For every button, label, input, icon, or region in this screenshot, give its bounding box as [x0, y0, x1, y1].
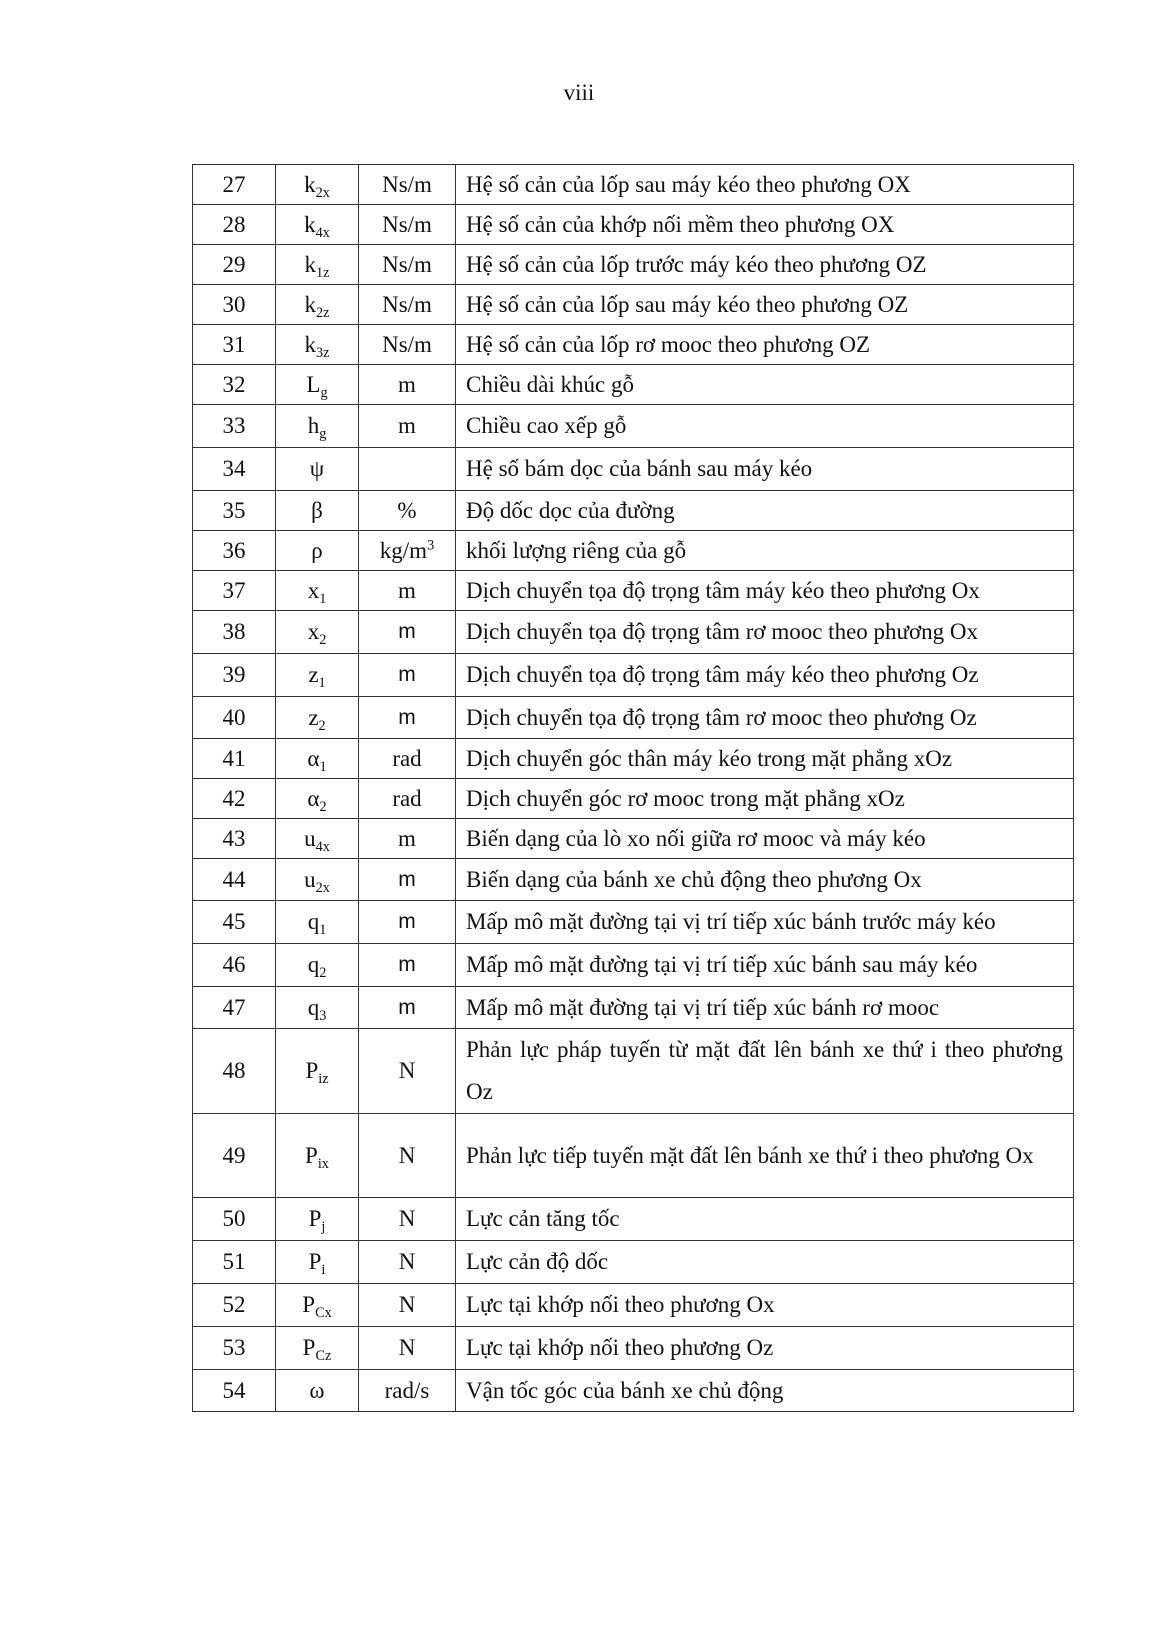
row-unit [359, 325, 456, 365]
symbols-table-body [193, 165, 1074, 1412]
row-description: Phản lực pháp tuyến từ mặt đất lên bánh xe thứ i theo phương Oz [456, 1029, 1074, 1114]
row-description: Lực cản độ dốc [456, 1241, 1074, 1284]
symbol-subscript: iz [318, 1070, 329, 1087]
row-symbol [276, 859, 359, 901]
row-symbol [276, 531, 359, 571]
row-symbol [276, 285, 359, 325]
row-unit [359, 245, 456, 285]
symbol-subscript: 1z [316, 264, 330, 281]
unit-text: rad/s [384, 1377, 430, 1403]
row-description: Dịch chuyển tọa độ trọng tâm máy kéo theo phương Oz [456, 654, 1074, 697]
symbol-base: α [307, 745, 320, 771]
symbol-subscript: Cz [315, 1347, 332, 1364]
row-description: Chiều cao xếp gỗ [456, 405, 1074, 448]
row-number: 42 [193, 779, 276, 819]
symbol-base: x [307, 577, 320, 603]
table-row [193, 944, 1074, 987]
row-number: 49 [193, 1114, 276, 1198]
row-description: Phản lực tiếp tuyến mặt đất lên bánh xe thứ i theo phương Ox [456, 1114, 1074, 1198]
row-description: Dịch chuyển tọa độ trọng tâm rơ mooc theo phương Ox [456, 611, 1074, 654]
unit-text: m [398, 577, 416, 603]
row-unit [359, 654, 456, 697]
symbol-base: u [304, 866, 316, 892]
row-number: 53 [193, 1327, 276, 1370]
symbol-subscript: 2 [319, 631, 327, 648]
row-unit [359, 491, 456, 531]
row-symbol [276, 365, 359, 405]
symbol-base: ψ [309, 456, 325, 481]
row-description: Mấp mô mặt đường tại vị trí tiếp xúc bánh rơ mooc [456, 987, 1074, 1029]
symbol-base: h [307, 413, 320, 438]
unit-text: m [398, 825, 416, 851]
row-symbol [276, 611, 359, 654]
row-symbol [276, 739, 359, 779]
unit-text: Ns/m [382, 251, 432, 277]
row-number: 30 [193, 285, 276, 325]
row-unit [359, 739, 456, 779]
symbol-base: x [307, 619, 320, 644]
row-number: 48 [193, 1029, 276, 1114]
row-unit [359, 779, 456, 819]
table-row [193, 1327, 1074, 1370]
symbol-subscript: 1 [318, 674, 326, 691]
symbol-base: z [308, 704, 319, 730]
table-row [193, 205, 1074, 245]
row-symbol [276, 1029, 359, 1114]
row-number: 52 [193, 1284, 276, 1327]
row-unit [359, 611, 456, 654]
table-row [193, 325, 1074, 365]
unit-superscript: 3 [427, 536, 435, 553]
table-row [193, 611, 1074, 654]
row-symbol [276, 1241, 359, 1284]
row-number: 39 [193, 654, 276, 697]
row-symbol [276, 1198, 359, 1241]
row-unit [359, 285, 456, 325]
symbol-subscript: Cx [315, 1304, 332, 1321]
row-description: Mấp mô mặt đường tại vị trí tiếp xúc bánh sau máy kéo [456, 944, 1074, 987]
row-unit [359, 1241, 456, 1284]
symbol-base: P [305, 1058, 319, 1083]
row-symbol [276, 205, 359, 245]
row-symbol [276, 245, 359, 285]
symbols-table [192, 164, 1074, 1412]
row-unit [359, 165, 456, 205]
row-unit [359, 1029, 456, 1114]
row-description: Biến dạng của bánh xe chủ động theo phương Ox [456, 859, 1074, 901]
row-number: 33 [193, 405, 276, 448]
unit-text: kg/m [379, 537, 428, 563]
symbol-subscript: 2z [316, 304, 330, 321]
row-symbol [276, 944, 359, 987]
row-unit [359, 531, 456, 571]
unit-text: Ns/m [382, 291, 432, 317]
row-symbol [276, 448, 359, 491]
row-number: 38 [193, 611, 276, 654]
row-number: 29 [193, 245, 276, 285]
row-number: 35 [193, 491, 276, 531]
row-description: Dịch chuyển góc rơ mooc trong mặt phẳng xOz [456, 779, 1074, 819]
row-number: 31 [193, 325, 276, 365]
unit-text: m [398, 371, 416, 397]
symbol-subscript: g [319, 425, 327, 442]
symbol-base: q [307, 994, 320, 1020]
row-symbol [276, 405, 359, 448]
row-symbol [276, 654, 359, 697]
symbol-subscript: 2 [319, 798, 327, 815]
row-number: 40 [193, 697, 276, 739]
unit-text: m [398, 995, 416, 1019]
row-unit [359, 819, 456, 859]
symbol-base: k [304, 251, 317, 277]
row-symbol [276, 987, 359, 1029]
row-number: 46 [193, 944, 276, 987]
unit-text: rad [392, 785, 422, 811]
table-row [193, 405, 1074, 448]
row-description: Hệ số cản của lốp trước máy kéo theo phương OZ [456, 245, 1074, 285]
symbol-base: P [302, 1292, 316, 1317]
row-description: Hệ số bám dọc của bánh sau máy kéo [456, 448, 1074, 491]
table-row [193, 531, 1074, 571]
symbol-base: L [306, 371, 321, 397]
symbol-base: β [311, 497, 323, 523]
row-description: Lực cản tăng tốc [456, 1198, 1074, 1241]
unit-text: N [398, 1249, 416, 1274]
row-unit [359, 901, 456, 944]
table-row [193, 1198, 1074, 1241]
row-unit [359, 1284, 456, 1327]
table-row [193, 859, 1074, 901]
row-description: Chiều dài khúc gỗ [456, 365, 1074, 405]
row-description: Độ dốc dọc của đường [456, 491, 1074, 531]
unit-text: Ns/m [382, 171, 432, 197]
unit-text: m [398, 413, 416, 438]
row-number: 36 [193, 531, 276, 571]
row-number: 45 [193, 901, 276, 944]
unit-text: rad [392, 745, 422, 771]
table-row [193, 571, 1074, 611]
symbol-base: k [304, 331, 317, 357]
symbol-base: ρ [311, 537, 323, 563]
row-unit [359, 571, 456, 611]
symbol-base: P [308, 1206, 322, 1231]
row-number: 37 [193, 571, 276, 611]
row-unit [359, 987, 456, 1029]
symbol-subscript: 1 [319, 758, 327, 775]
symbol-subscript: g [320, 384, 328, 401]
symbol-base: u [304, 825, 316, 851]
row-symbol [276, 325, 359, 365]
row-unit [359, 405, 456, 448]
row-number: 27 [193, 165, 276, 205]
symbol-base: k [304, 211, 316, 237]
symbol-base: ω [309, 1377, 325, 1403]
table-row [193, 1370, 1074, 1412]
row-number: 34 [193, 448, 276, 491]
symbol-subscript: 2x [315, 879, 330, 896]
row-description: Lực tại khớp nối theo phương Oz [456, 1327, 1074, 1370]
row-symbol [276, 491, 359, 531]
row-symbol [276, 697, 359, 739]
table-row [193, 1029, 1074, 1114]
row-description: Lực tại khớp nối theo phương Ox [456, 1284, 1074, 1327]
unit-text: N [398, 1058, 416, 1083]
symbol-base: P [305, 1142, 318, 1168]
table-row [193, 901, 1074, 944]
row-number: 51 [193, 1241, 276, 1284]
symbol-subscript: 2 [318, 717, 326, 734]
unit-text: m [398, 867, 416, 891]
row-symbol [276, 571, 359, 611]
symbol-subscript: 3z [316, 344, 330, 361]
row-symbol [276, 901, 359, 944]
row-number: 44 [193, 859, 276, 901]
symbol-base: k [304, 291, 317, 317]
row-number: 28 [193, 205, 276, 245]
table-row [193, 1284, 1074, 1327]
row-description: Dịch chuyển tọa độ trọng tâm máy kéo theo phương Ox [456, 571, 1074, 611]
symbol-subscript: 4x [315, 224, 330, 241]
row-unit [359, 697, 456, 739]
unit-text: m [398, 620, 416, 643]
table-row [193, 1241, 1074, 1284]
page-number: viii [563, 80, 595, 105]
table-row [193, 739, 1074, 779]
row-unit [359, 365, 456, 405]
row-description: Hệ số cản của lốp sau máy kéo theo phương OZ [456, 285, 1074, 325]
row-unit [359, 1198, 456, 1241]
table-row [193, 697, 1074, 739]
row-unit [359, 1327, 456, 1370]
table-row [193, 285, 1074, 325]
table-row [193, 165, 1074, 205]
table-row [193, 654, 1074, 697]
row-description: Hệ số cản của lốp rơ mooc theo phương OZ [456, 325, 1074, 365]
unit-text: Ns/m [382, 211, 432, 237]
row-unit [359, 205, 456, 245]
unit-text: m [398, 910, 416, 933]
row-symbol [276, 819, 359, 859]
unit-text: m [398, 663, 416, 686]
table-row [193, 491, 1074, 531]
table-row [193, 365, 1074, 405]
table-row [193, 987, 1074, 1029]
symbol-subscript: 4x [315, 838, 330, 855]
row-unit [359, 448, 456, 491]
unit-text: m [398, 953, 416, 976]
symbol-base: P [308, 1249, 322, 1274]
symbol-subscript: 1 [319, 590, 327, 607]
unit-text: m [398, 705, 416, 729]
row-description: Dịch chuyển góc thân máy kéo trong mặt phẳng xOz [456, 739, 1074, 779]
symbol-base: q [307, 909, 320, 934]
row-symbol [276, 1114, 359, 1198]
row-symbol [276, 1327, 359, 1370]
symbol-base: P [302, 1335, 316, 1360]
symbol-subscript: i [321, 1261, 326, 1278]
row-description: Dịch chuyển tọa độ trọng tâm rơ mooc theo phương Oz [456, 697, 1074, 739]
unit-text: % [397, 497, 417, 523]
table-row [193, 819, 1074, 859]
symbol-subscript: 2x [315, 184, 330, 201]
row-description: Biến dạng của lò xo nối giữa rơ mooc và máy kéo [456, 819, 1074, 859]
row-number: 43 [193, 819, 276, 859]
row-number: 54 [193, 1370, 276, 1412]
symbol-base: k [304, 171, 316, 197]
unit-text: N [398, 1142, 416, 1168]
table-row [193, 1114, 1074, 1198]
row-description: Mấp mô mặt đường tại vị trí tiếp xúc bánh trước máy kéo [456, 901, 1074, 944]
row-number: 32 [193, 365, 276, 405]
row-unit [359, 944, 456, 987]
row-unit [359, 1370, 456, 1412]
row-unit [359, 859, 456, 901]
row-symbol [276, 779, 359, 819]
row-description: Vận tốc góc của bánh xe chủ động [456, 1370, 1074, 1412]
unit-text: N [398, 1292, 416, 1317]
symbol-subscript: 3 [319, 1007, 327, 1024]
unit-text: Ns/m [382, 331, 432, 357]
symbol-subscript: 1 [319, 921, 327, 938]
symbol-subscript: 2 [319, 964, 327, 981]
table-row [193, 779, 1074, 819]
row-description: khối lượng riêng của gỗ [456, 531, 1074, 571]
row-description: Hệ số cản của khớp nối mềm theo phương OX [456, 205, 1074, 245]
unit-text: N [398, 1206, 416, 1231]
unit-text: N [398, 1335, 416, 1360]
row-number: 41 [193, 739, 276, 779]
table-row [193, 245, 1074, 285]
row-number: 50 [193, 1198, 276, 1241]
table-row [193, 448, 1074, 491]
row-symbol [276, 1370, 359, 1412]
symbol-base: q [307, 952, 320, 977]
row-number: 47 [193, 987, 276, 1029]
symbol-base: z [308, 662, 319, 687]
row-symbol [276, 165, 359, 205]
row-unit [359, 1114, 456, 1198]
symbol-subscript: ix [317, 1155, 329, 1172]
symbol-base: α [307, 785, 320, 811]
row-symbol [276, 1284, 359, 1327]
row-description: Hệ số cản của lốp sau máy kéo theo phương OX [456, 165, 1074, 205]
symbol-subscript: j [321, 1218, 326, 1235]
